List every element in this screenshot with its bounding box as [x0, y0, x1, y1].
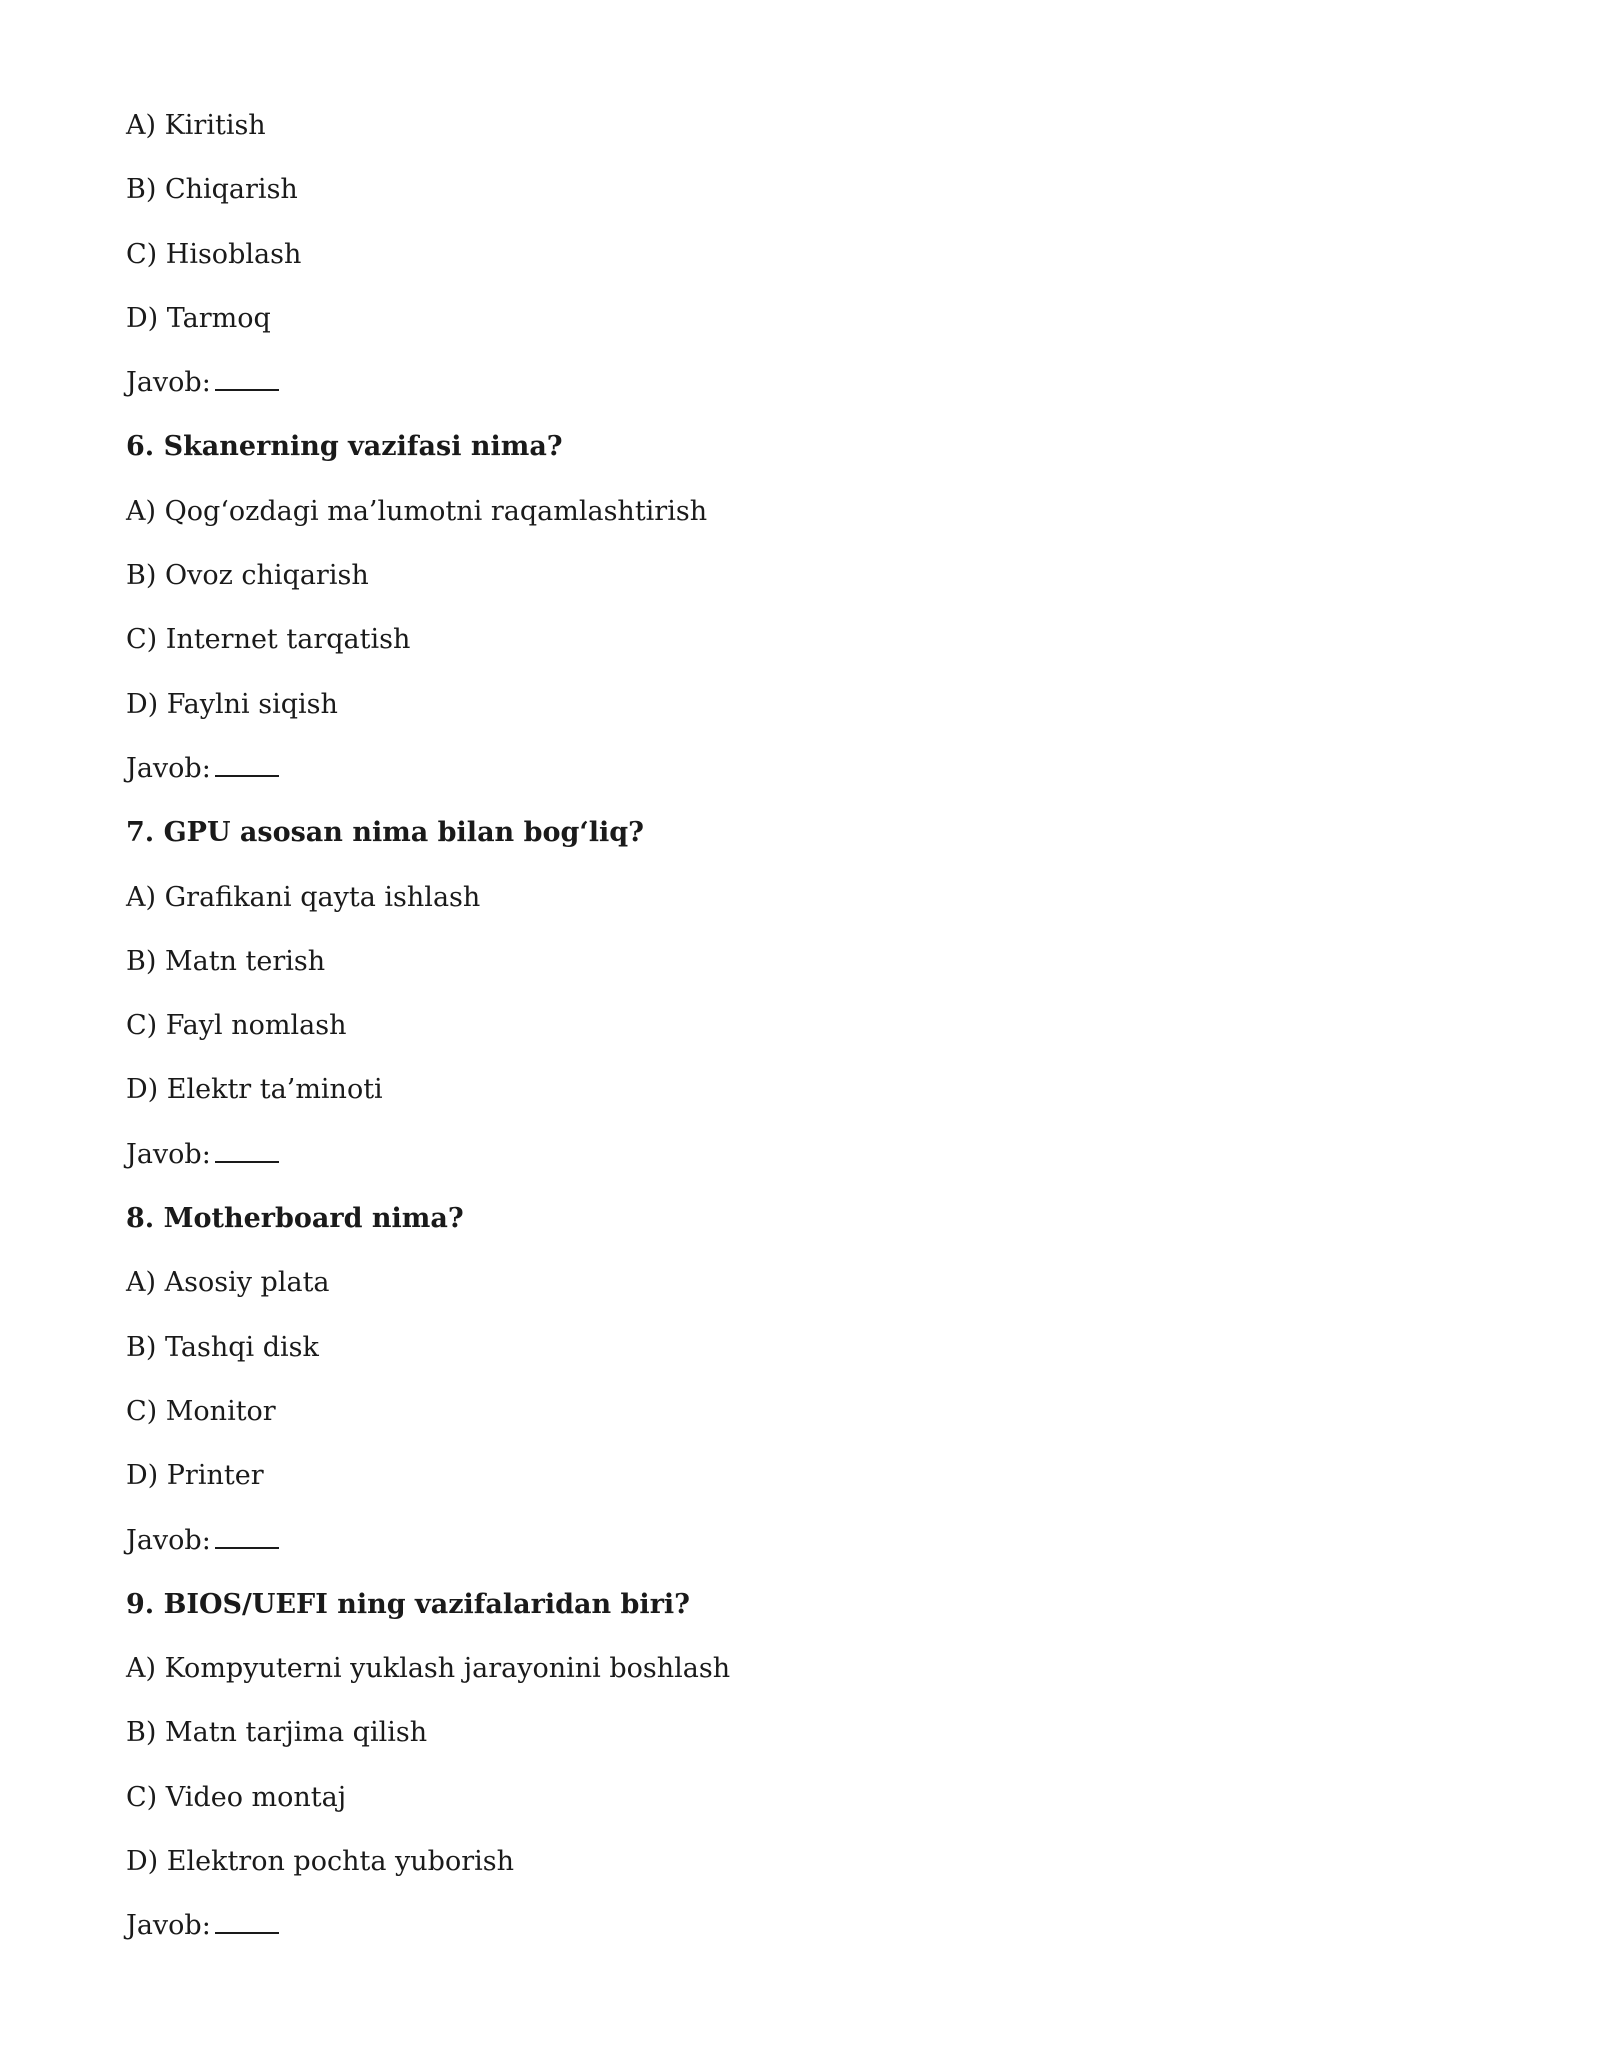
- option-b: B) Tashqi disk: [126, 1331, 319, 1363]
- option-d: D) Printer: [126, 1460, 264, 1492]
- answer-blank: [215, 749, 279, 777]
- answer-label: Javob:: [126, 1910, 211, 1942]
- answer-blank: [215, 1906, 279, 1934]
- option-a: A) Asosiy plata: [126, 1267, 330, 1299]
- answer-blank: [215, 1135, 279, 1163]
- option-c: C) Internet tarqatish: [126, 624, 411, 656]
- question-8: [126, 1199, 1506, 1585]
- answer-line: [126, 749, 1506, 813]
- option-d: D) Faylni siqish: [126, 688, 338, 720]
- answer-label: Javob:: [126, 752, 211, 784]
- answer-blank: [215, 363, 279, 391]
- option-c: C) Monitor: [126, 1395, 276, 1427]
- answer-line: [126, 363, 1506, 427]
- question-6: [126, 427, 1506, 813]
- option-d: D) Tarmoq: [126, 302, 271, 334]
- question-9: [126, 1585, 1506, 1971]
- question-title: 6. Skanerning vazifasi nima?: [126, 431, 563, 463]
- question-7: [126, 813, 1506, 1199]
- option-b: B) Matn tarjima qilish: [126, 1717, 428, 1749]
- answer-line: [126, 1135, 1506, 1199]
- option-c: C) Hisoblash: [126, 238, 302, 270]
- option-d: D) Elektron pochta yuborish: [126, 1846, 514, 1878]
- document-page: [126, 106, 1506, 1971]
- answer-line: [126, 1906, 1506, 1970]
- answer-label: Javob:: [126, 367, 211, 399]
- answer-label: Javob:: [126, 1524, 211, 1556]
- option-a: A) Kiritish: [126, 110, 266, 141]
- answer-label: Javob:: [126, 1138, 211, 1170]
- question-title: 7. GPU asosan nima bilan bog‘liq?: [126, 817, 644, 849]
- option-c: C) Fayl nomlash: [126, 1010, 347, 1042]
- option-d: D) Elektr ta’minoti: [126, 1074, 383, 1106]
- option-b: B) Chiqarish: [126, 174, 298, 206]
- option-a: A) Kompyuterni yuklash jarayonini boshlash: [126, 1653, 731, 1685]
- answer-blank: [215, 1521, 279, 1549]
- option-a: A) Qog‘ozdagi ma’lumotni raqamlashtirish: [126, 495, 708, 527]
- question-title: 9. BIOS/UEFI ning vazifalaridan biri?: [126, 1588, 690, 1620]
- option-b: B) Ovoz chiqarish: [126, 560, 369, 592]
- question-title: 8. Motherboard nima?: [126, 1203, 464, 1235]
- option-a: A) Grafikani qayta ishlash: [126, 881, 481, 913]
- option-c: C) Video montaj: [126, 1781, 347, 1813]
- question-5-continued: [126, 106, 1506, 427]
- answer-line: [126, 1521, 1506, 1585]
- option-b: B) Matn terish: [126, 945, 326, 977]
